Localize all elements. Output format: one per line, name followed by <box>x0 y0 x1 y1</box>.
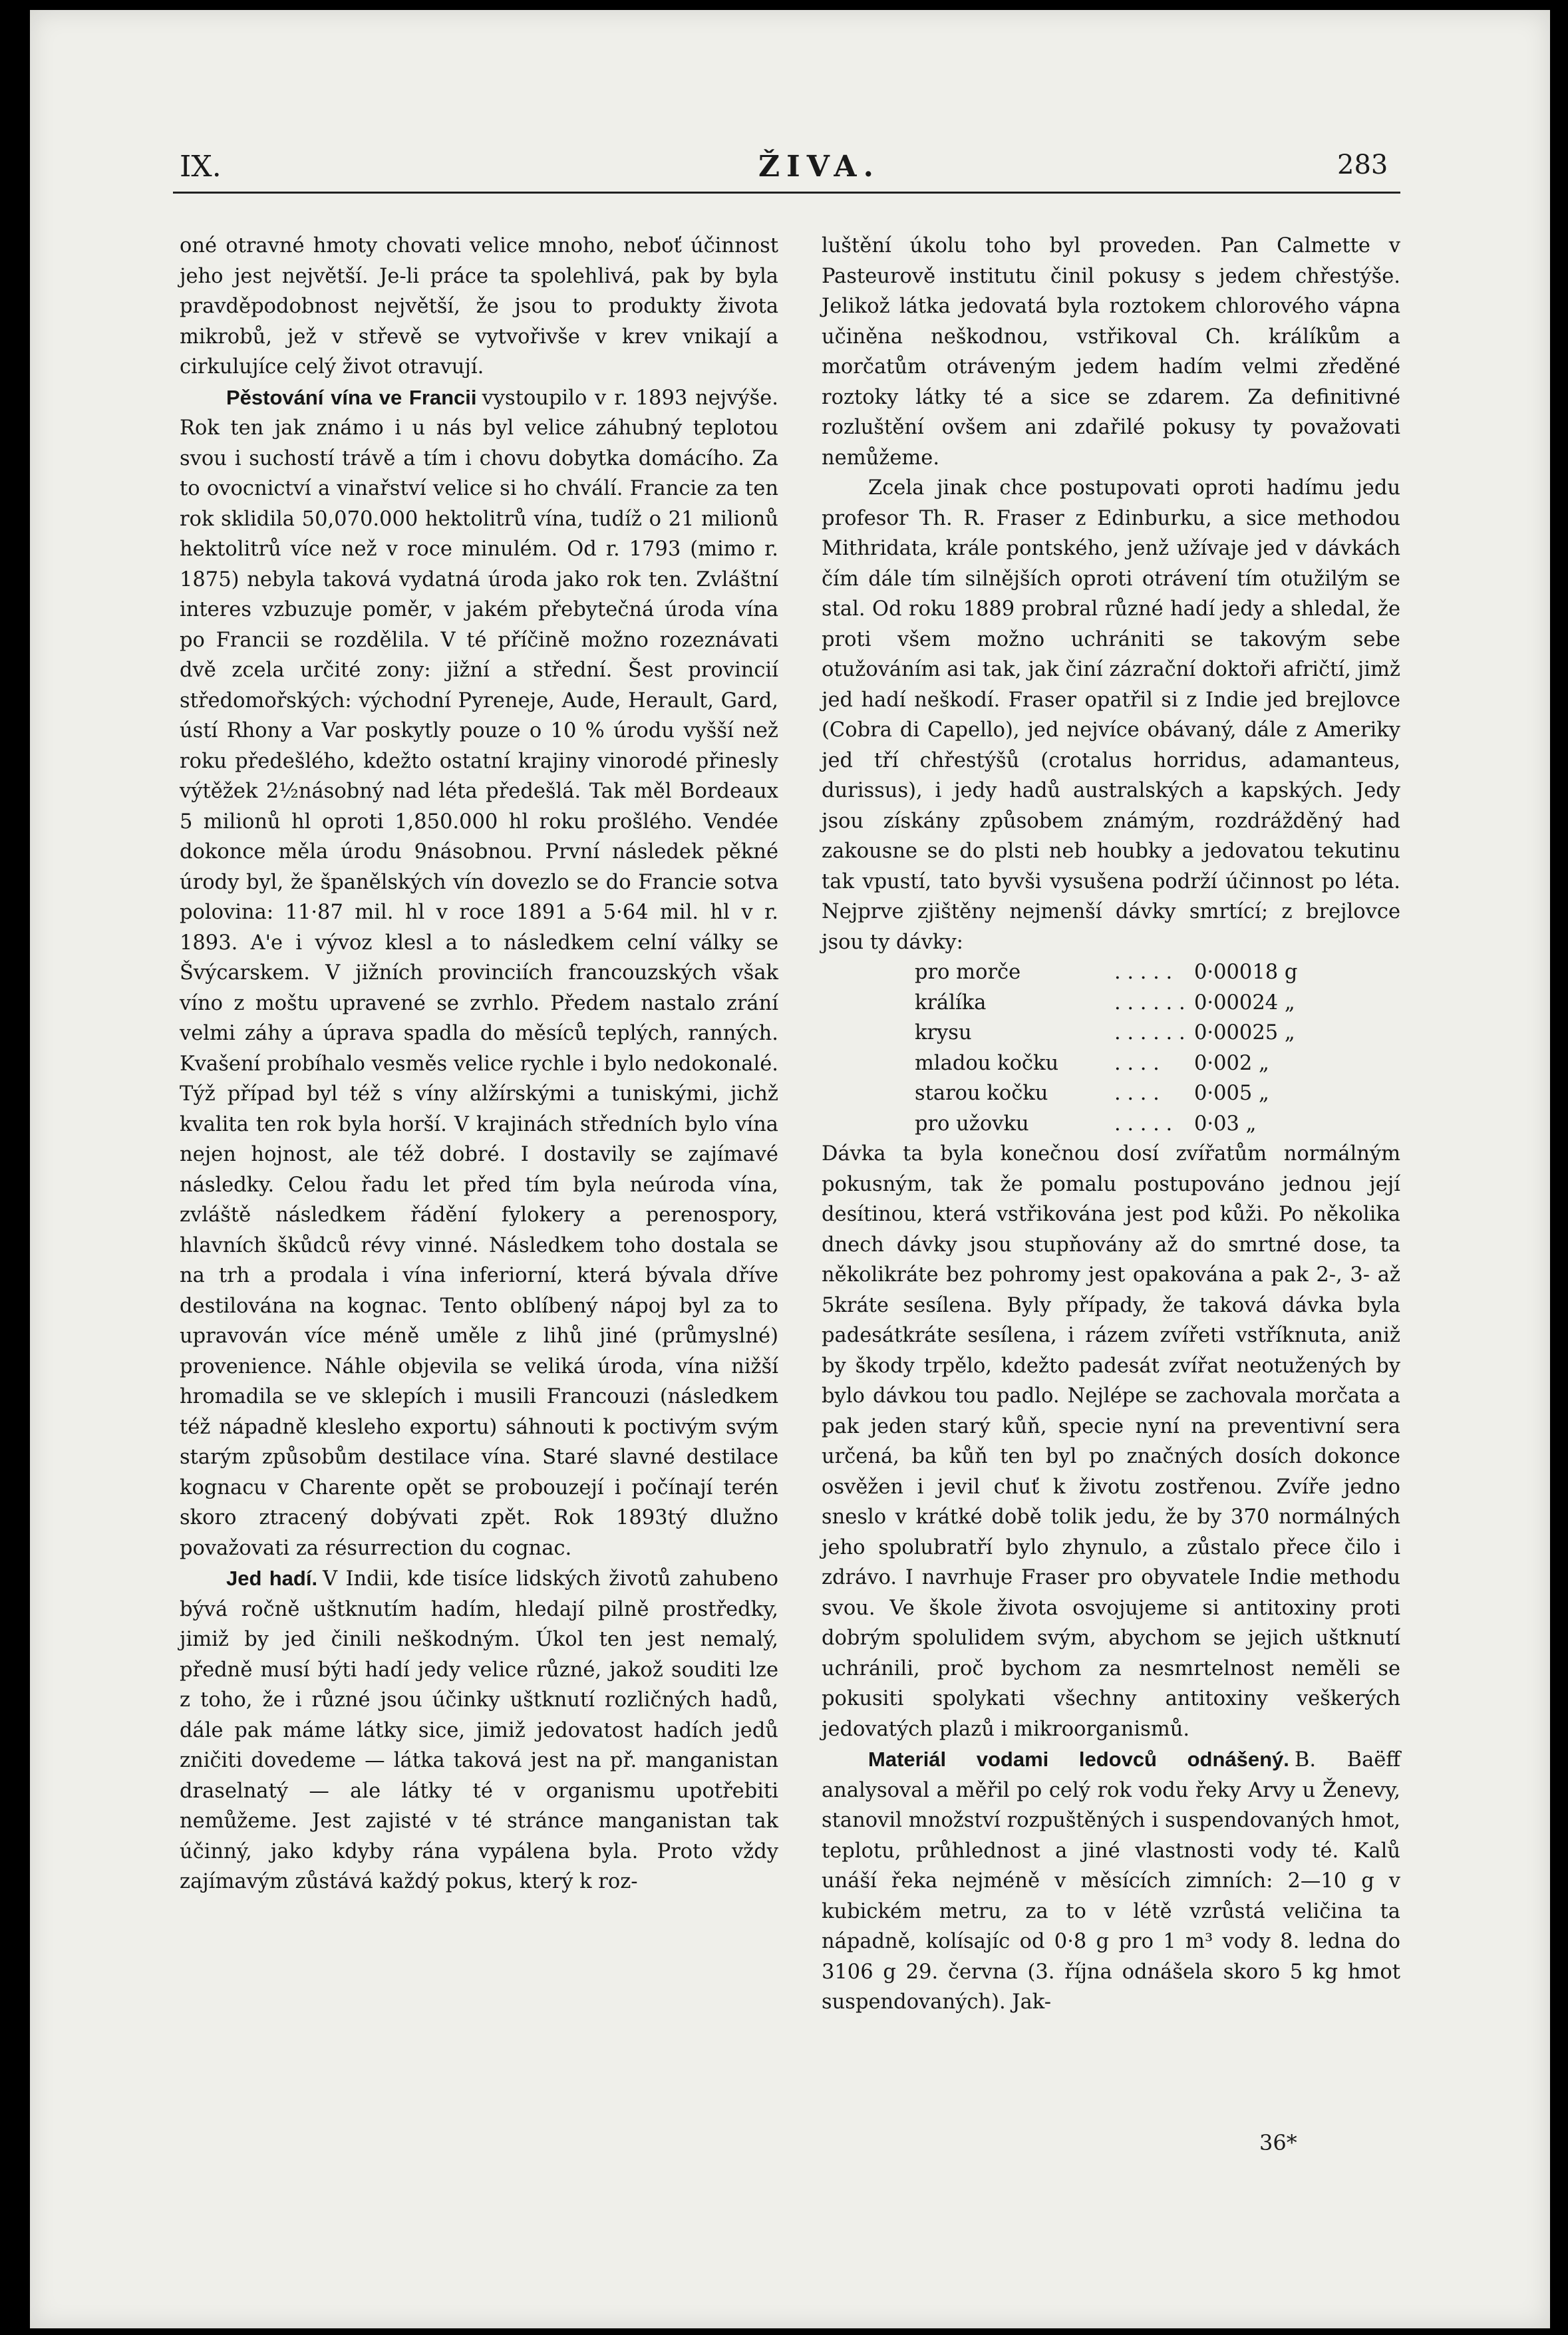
dose-value: 0·005 „ <box>1194 1082 1269 1105</box>
dose-leader-dots: . . . . . <box>1114 1112 1173 1136</box>
dose-animal: králíka <box>915 991 987 1014</box>
dose-value: 0·00018 g <box>1194 961 1298 984</box>
section-title-wine: Pěstování vína ve Francii <box>226 385 477 409</box>
running-header <box>30 150 1550 190</box>
dose-animal: mladou kočku <box>915 1051 1059 1075</box>
paragraph-fraser: Zcela jinak chce postupovati oproti hadímu jedu profesor Th. R. Fraser z Edinburku, a sice methodou Mithridata, krále pontského, jenž užívaje jed v dávkách čím dále tím silnějších oproti otrávení tím otužilým se stal. Od roku 1889 probral různé hadí jedy a shledal, že proti všem možno uchrániti se takovým sebe otužováním asi tak, jak činí zázrační doktoři afričtí, jimž jed hadí neškodí. Fraser opatřil si z Indie jed brejlovce (Cobra di Capello), jed nejvíce obávaný, dále z Ameriky jed tří chřestýšů (crotalus horridus, adamanteus, durissus), i jedy hadů australských a kapských. Jedy jsou získány způsobem známým, rozdrážděný had zakousne se do plsti neb houbky a jedovatou tekutinu tak vpustí, tato byvši vysušena podrží účinnost po léta. Nejprve zjištěny nejmenší dávky smrtící; z brejlovce jsou ty dávky: <box>822 476 1400 954</box>
dose-row <box>915 988 1360 1018</box>
dose-row <box>915 1109 1360 1140</box>
paragraph-immunization: Dávka ta byla konečnou dosí zvířatům normálným pokusným, tak že pomalu postupováno jednou její desítinou, která vstřikována jest pod kůži. Po několika dnech dávky jsou stupňovány až do smrtné dose, ta několikráte bez pohromy jest opakována a pak 2-, 3- až 5kráte sesílena. Byly případy, že taková dávka byla padesátkráte sesílena, i rázem zvířeti vstříknuta, aniž by škody trpělo, kdežto padesát zvířat neotužených by bylo dávkou tou padlo. Nejlépe se zachovala morčata a pak jeden starý kůň, specie nyní na preventivní sera určená, ba kůň ten byl po značných dosích dokonce osvěžen i jevil chuť k životu zostřenou. Zvíře jedno sneslo v krátké době tolik jedu, že by 370 normálných jeho spolubratří bylo zhynulo, a zůstalo přece čilo i zdrávo. I navrhuje Fraser pro obyvatele Indie methodu svou. Ve škole života osvojujeme si antitoxiny proti dobrým spolulidem svým, abychom se jejich uštknutí uchránili, proč bychom za nesmrtelnost neměli se pokusiti spolykati všechny antitoxiny veškerých jedovatých plazů i mikroorganismů. <box>822 1142 1400 1741</box>
article-wine-france <box>180 383 778 1564</box>
paragraph-calmette: luštění úkolu toho byl proveden. Pan Calmette v Pasteurově institutu činil pokusy s jedem chřestýše. Jelikož látka jedovatá byla roztokem chlorového vápna učiněna neškodnou, vstřikoval Ch. králíkům a morčatům otráveným jedem hadím velmi zředěné roztoky látky té a sice se zdarem. Za definitivné rozluštění ovšem ani zdařilé pokusy ty považovati nemůžeme. <box>822 234 1400 470</box>
dose-value: 0·00024 „ <box>1194 991 1295 1014</box>
header-rule <box>173 192 1400 194</box>
article-text-wine: vystoupilo v r. 1893 nejvýše. Rok ten jak známo i u nás byl velice záhubný teplotou svou i suchostí trávě a tím i chovu dobytka domácího. Za to ovocnictví a vinařství velice si ho chválí. Francie za ten rok sklidila 50,070.000 hektolitrů vína, tudíž o 21 milionů hektolitrů více než v roce minulém. Od r. 1793 (mimo r. 1875) nebyla taková vydatná úroda jako rok ten. Zvláštní interes vzbuzuje poměr, v jakém přebytečná úroda vína po Francii se rozdělila. V té příčině možno rozeznávati dvě zcela určité zony: jižní a střední. Šest provincií středomořských: východní Pyreneje, Aude, Herault, Gard, ústí Rhony a Var poskytly pouze o 10 % úrodu vyšší než roku předešlého, kdežto ostatní krajiny vinorodé přinesly výtěžek 2½násobný nad léta předešlá. Tak měl Bordeaux 5 milionů hl oproti 1,850.000 hl roku prošlého. Vendée dokonce měla úrodu 9násobnou. První následek pěkné úrody byl, že španělských vín dovezlo se do Francie sotva polovina: 11·87 mil. hl v roce 1891 a 5·64 mil. hl v r. 1893. A'e i vývoz klesl a to následkem celní války se Švýcarskem. V jižních provinciích francouzských však víno z moštu upravené se zvrhlo. Předem nastalo zrání velmi záhy a úprava spadla do měsíců teplých, ranných. Kvašení probíhalo vesměs velice rychle i bylo nedokonalé. Týž případ byl též s víny alžírskými a tuniskými, jichž kvalita ten rok byla horší. V krajinách středních bylo vína nejen hojnost, ale též dobré. I dostavily se zajímavé následky. Celou řadu let před tím byla neúroda vína, zvláště následkem řádění fylokery a perenospory, hlavních škůdců révy vinné. Následkem toho dostala se na trh a prodala i vína inferiorní, která bývala dříve destilována na kognac. Tento oblíbený nápoj byl za to upravován více méně uměle z lihů jiné (průmyslné) provenience. Náhle objevila se veliká úroda, vína nižší hromadila se ve sklepích i musili Francouzi (následkem též nápadně klesleho exportu) sáhnouti k poctivým svým starým způsobům destilace vína. Staré slavné destilace kognacu v Charente opět se probouzejí i počínají terén skoro ztracený dobývati zpět. Rok 1893tý dlužno považovati za résurrection du cognac. <box>180 386 778 1560</box>
left-column <box>180 231 778 1897</box>
dose-row <box>915 1018 1360 1048</box>
dose-leader-dots: . . . . <box>1114 1051 1160 1075</box>
dose-leader-dots: . . . . <box>1114 1082 1160 1105</box>
dose-animal: pro užovku <box>915 1112 1029 1136</box>
section-title-glacier: Materiál vodami ledovců odnášený. <box>868 1748 1289 1771</box>
journal-title: ŽIVA. <box>758 150 880 184</box>
article-glacier-material <box>822 1744 1400 2018</box>
dose-row <box>915 1078 1360 1109</box>
dose-value: 0·03 „ <box>1194 1112 1257 1136</box>
dose-animal: pro morče <box>915 961 1021 984</box>
article-snake-venom <box>180 1563 778 1897</box>
dose-value: 0·002 „ <box>1194 1051 1269 1075</box>
dose-leader-dots: . . . . . <box>1114 961 1173 984</box>
page-number: 283 <box>1337 150 1388 180</box>
paragraph-continuation: oné otravné hmoty chovati velice mnoho, neboť účinnost jeho jest největší. Je-li práce ta spolehlivá, pak by byla pravděpodobnost největší, že jsou to produkty života mikrobů, jež v střevě se vytvořivše v krev vnikají a cirkulujíce celý život otravují. <box>180 234 778 379</box>
volume-number: IX. <box>180 150 222 184</box>
dose-row <box>915 957 1360 988</box>
right-column <box>822 231 1400 2018</box>
lethal-dose-table <box>915 957 1360 1139</box>
article-text-glacier: B. Baëff analysoval a měřil po celý rok vodu řeky Arvy u Ženevy, stanovil množství rozpuštěných i suspendovaných hmot, teplotu, průhlednost a jiné vlastnosti vody té. Kalů unáší řeka nejméně v měsících zimních: 2—10 g v kubickém metru, za to v létě vzrůstá veličina ta nápadně, kolísajíc od 0·8 g pro 1 m³ vody 8. ledna do 3106 g 29. června (3. října odnášela skoro 5 kg hmot suspendovaných). Jak- <box>822 1748 1400 2014</box>
page <box>30 10 1550 2328</box>
dose-leader-dots: . . . . . . <box>1114 1021 1185 1044</box>
dose-row <box>915 1048 1360 1079</box>
dose-animal: starou kočku <box>915 1082 1048 1105</box>
dose-animal: krysu <box>915 1021 972 1044</box>
article-text-venom: V Indii, kde tisíce lidských životů zahubeno bývá ročně uštknutím hadím, hledají pilně prostředky, jimiž by jed činili neškodným. Úkol ten jest nemalý, předně musí býti hadí jedy velice různé, jakož souditi lze z toho, že i různé jsou účinky uštknutí rozličných hadů, dále pak máme látky sice, jimiž jedovatost hadích jedů zničiti dovedeme — látka taková jest na př. manganistan draselnatý — ale látky té v organismu upotřebiti nemůžeme. Jest zajisté v té stránce manganistan tak účinný, jako kdyby rána vypálena byla. Proto vždy zajímavým zůstává každý pokus, který k roz- <box>180 1567 778 1893</box>
dose-leader-dots: . . . . . . <box>1114 991 1185 1014</box>
section-title-venom: Jed hadí. <box>226 1567 318 1590</box>
dose-value: 0·00025 „ <box>1194 1021 1295 1044</box>
sheet-signature: 36* <box>1259 2130 1297 2155</box>
